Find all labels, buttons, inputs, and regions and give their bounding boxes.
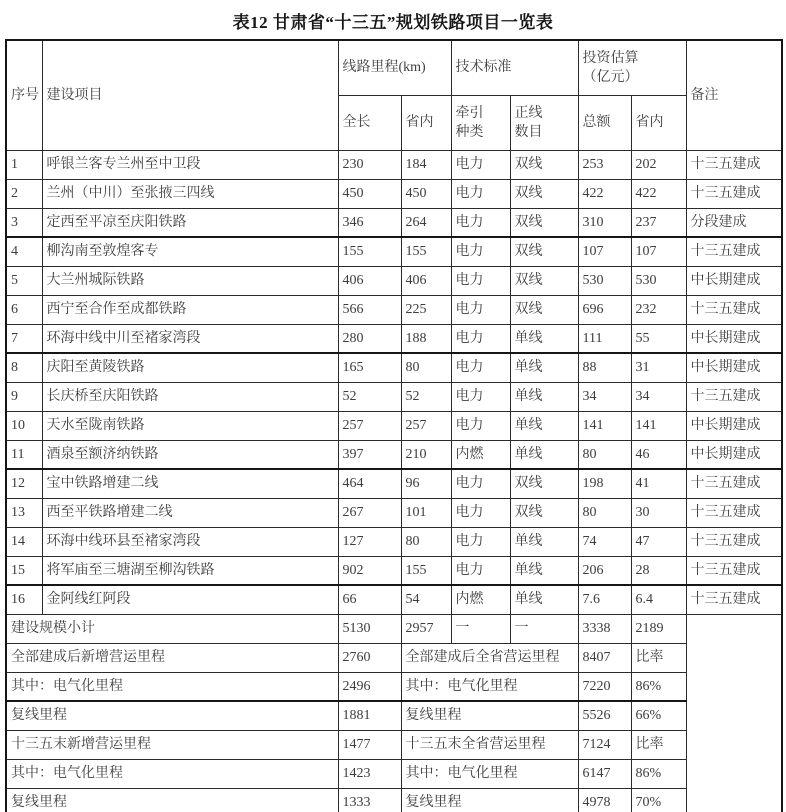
cell-no: 10 bbox=[6, 411, 42, 440]
cell-no: 4 bbox=[6, 237, 42, 266]
table-row bbox=[6, 353, 782, 382]
summary-label: 全部建成后新增营运里程 bbox=[6, 643, 338, 672]
summary-full-length: 1423 bbox=[338, 759, 401, 788]
cell-project: 兰州（中川）至张掖三四线 bbox=[42, 179, 338, 208]
cell-province-length: 52 bbox=[401, 382, 451, 411]
cell-full-length: 230 bbox=[338, 150, 401, 179]
cell-investment-total: 111 bbox=[578, 324, 631, 353]
cell-traction: 电力 bbox=[451, 324, 510, 353]
cell-investment-province: 202 bbox=[631, 150, 686, 179]
cell-province-length: 184 bbox=[401, 150, 451, 179]
table-row bbox=[6, 324, 782, 353]
cell-investment-total: 88 bbox=[578, 353, 631, 382]
summary-label: 复线里程 bbox=[6, 788, 338, 812]
cell-investment-province: 141 bbox=[631, 411, 686, 440]
summary-tracks: 一 bbox=[510, 614, 578, 643]
cell-investment-province: 55 bbox=[631, 324, 686, 353]
cell-full-length: 52 bbox=[338, 382, 401, 411]
summary-investment-province: 70% bbox=[631, 788, 686, 812]
cell-investment-province: 41 bbox=[631, 469, 686, 498]
cell-traction: 电力 bbox=[451, 208, 510, 237]
summary-label: 十三五末新增营运里程 bbox=[6, 730, 338, 759]
railway-projects-table bbox=[5, 39, 783, 812]
cell-no: 3 bbox=[6, 208, 42, 237]
cell-no: 7 bbox=[6, 324, 42, 353]
summary-mid-label: 其中：电气化里程 bbox=[401, 759, 578, 788]
summary-investment-total: 8407 bbox=[578, 643, 631, 672]
header-col-no: 序号 bbox=[6, 40, 42, 150]
cell-full-length: 155 bbox=[338, 237, 401, 266]
cell-remark: 十三五建成 bbox=[686, 585, 782, 614]
cell-project: 将军庙至三塘湖至柳沟铁路 bbox=[42, 556, 338, 585]
cell-remark: 十三五建成 bbox=[686, 295, 782, 324]
summary-row bbox=[6, 759, 782, 788]
cell-province-length: 80 bbox=[401, 527, 451, 556]
cell-investment-total: 206 bbox=[578, 556, 631, 585]
cell-province-length: 80 bbox=[401, 353, 451, 382]
cell-remark: 十三五建成 bbox=[686, 382, 782, 411]
summary-full-length: 2496 bbox=[338, 672, 401, 701]
cell-project: 西至平铁路增建二线 bbox=[42, 498, 338, 527]
cell-remark: 十三五建成 bbox=[686, 498, 782, 527]
table-title: 表12 甘肃省“十三五”规划铁路项目一览表 bbox=[232, 13, 554, 32]
cell-investment-province: 28 bbox=[631, 556, 686, 585]
cell-province-length: 225 bbox=[401, 295, 451, 324]
cell-investment-province: 107 bbox=[631, 237, 686, 266]
cell-traction: 电力 bbox=[451, 179, 510, 208]
cell-remark: 十三五建成 bbox=[686, 150, 782, 179]
cell-no: 9 bbox=[6, 382, 42, 411]
cell-no: 15 bbox=[6, 556, 42, 585]
cell-province-length: 264 bbox=[401, 208, 451, 237]
cell-remark: 中长期建成 bbox=[686, 324, 782, 353]
cell-tracks: 双线 bbox=[510, 150, 578, 179]
cell-investment-province: 46 bbox=[631, 440, 686, 469]
cell-traction: 电力 bbox=[451, 237, 510, 266]
summary-investment-total: 4978 bbox=[578, 788, 631, 812]
cell-full-length: 257 bbox=[338, 411, 401, 440]
cell-no: 6 bbox=[6, 295, 42, 324]
summary-row bbox=[6, 672, 782, 701]
cell-no: 8 bbox=[6, 353, 42, 382]
summary-row bbox=[6, 788, 782, 812]
cell-tracks: 单线 bbox=[510, 382, 578, 411]
cell-tracks: 单线 bbox=[510, 440, 578, 469]
cell-full-length: 280 bbox=[338, 324, 401, 353]
cell-remark: 中长期建成 bbox=[686, 266, 782, 295]
cell-province-length: 96 bbox=[401, 469, 451, 498]
cell-tracks: 双线 bbox=[510, 179, 578, 208]
cell-full-length: 66 bbox=[338, 585, 401, 614]
table-row bbox=[6, 237, 782, 266]
summary-full-length: 5130 bbox=[338, 614, 401, 643]
cell-investment-province: 30 bbox=[631, 498, 686, 527]
cell-full-length: 346 bbox=[338, 208, 401, 237]
header-col-investment-total: 总额 bbox=[578, 95, 631, 150]
header-col-tracks: 正线 数目 bbox=[510, 95, 578, 150]
cell-no: 11 bbox=[6, 440, 42, 469]
cell-full-length: 406 bbox=[338, 266, 401, 295]
cell-tracks: 单线 bbox=[510, 527, 578, 556]
table-row bbox=[6, 556, 782, 585]
summary-row bbox=[6, 643, 782, 672]
table-row bbox=[6, 295, 782, 324]
summary-investment-total: 7124 bbox=[578, 730, 631, 759]
summary-label: 复线里程 bbox=[6, 701, 338, 730]
header-row-groups bbox=[6, 40, 782, 95]
cell-remark: 十三五建成 bbox=[686, 237, 782, 266]
cell-project: 天水至陇南铁路 bbox=[42, 411, 338, 440]
header-group-investment bbox=[578, 40, 686, 95]
cell-tracks: 双线 bbox=[510, 498, 578, 527]
cell-full-length: 902 bbox=[338, 556, 401, 585]
cell-investment-total: 141 bbox=[578, 411, 631, 440]
header-group-investment-line2: （亿元） bbox=[582, 69, 639, 85]
cell-investment-total: 107 bbox=[578, 237, 631, 266]
cell-investment-province: 237 bbox=[631, 208, 686, 237]
summary-investment-total: 6147 bbox=[578, 759, 631, 788]
cell-full-length: 127 bbox=[338, 527, 401, 556]
cell-project: 大兰州城际铁路 bbox=[42, 266, 338, 295]
cell-province-length: 257 bbox=[401, 411, 451, 440]
cell-traction: 电力 bbox=[451, 498, 510, 527]
table-row bbox=[6, 411, 782, 440]
cell-investment-total: 422 bbox=[578, 179, 631, 208]
cell-investment-province: 530 bbox=[631, 266, 686, 295]
cell-investment-total: 310 bbox=[578, 208, 631, 237]
summary-investment-total: 3338 bbox=[578, 614, 631, 643]
summary-investment-total: 7220 bbox=[578, 672, 631, 701]
cell-remark: 中长期建成 bbox=[686, 353, 782, 382]
cell-full-length: 397 bbox=[338, 440, 401, 469]
summary-row bbox=[6, 730, 782, 759]
table-row bbox=[6, 179, 782, 208]
summary-mid-label: 其中：电气化里程 bbox=[401, 672, 578, 701]
cell-no: 16 bbox=[6, 585, 42, 614]
cell-full-length: 165 bbox=[338, 353, 401, 382]
cell-full-length: 464 bbox=[338, 469, 401, 498]
cell-project: 环海中线中川至褚家湾段 bbox=[42, 324, 338, 353]
cell-remark: 十三五建成 bbox=[686, 469, 782, 498]
cell-tracks: 单线 bbox=[510, 556, 578, 585]
cell-tracks: 双线 bbox=[510, 208, 578, 237]
cell-province-length: 450 bbox=[401, 179, 451, 208]
cell-project: 环海中线环县至褚家湾段 bbox=[42, 527, 338, 556]
cell-no: 14 bbox=[6, 527, 42, 556]
cell-investment-province: 422 bbox=[631, 179, 686, 208]
cell-project: 呼银兰客专兰州至中卫段 bbox=[42, 150, 338, 179]
cell-traction: 电力 bbox=[451, 295, 510, 324]
summary-investment-province: 86% bbox=[631, 672, 686, 701]
cell-traction: 电力 bbox=[451, 382, 510, 411]
table-row bbox=[6, 150, 782, 179]
header-group-tech: 技术标准 bbox=[451, 40, 578, 95]
table-row bbox=[6, 498, 782, 527]
summary-investment-total: 5526 bbox=[578, 701, 631, 730]
summary-traction: 一 bbox=[451, 614, 510, 643]
summary-label: 其中：电气化里程 bbox=[6, 672, 338, 701]
cell-traction: 电力 bbox=[451, 527, 510, 556]
summary-mid-label: 全部建成后全省营运里程 bbox=[401, 643, 578, 672]
cell-remark: 中长期建成 bbox=[686, 440, 782, 469]
cell-tracks: 双线 bbox=[510, 237, 578, 266]
cell-traction: 电力 bbox=[451, 353, 510, 382]
summary-label: 其中：电气化里程 bbox=[6, 759, 338, 788]
summary-investment-province: 86% bbox=[631, 759, 686, 788]
cell-tracks: 双线 bbox=[510, 295, 578, 324]
cell-remark: 十三五建成 bbox=[686, 179, 782, 208]
cell-project: 柳沟南至敦煌客专 bbox=[42, 237, 338, 266]
cell-investment-total: 34 bbox=[578, 382, 631, 411]
cell-province-length: 188 bbox=[401, 324, 451, 353]
summary-full-length: 1881 bbox=[338, 701, 401, 730]
cell-no: 1 bbox=[6, 150, 42, 179]
summary-investment-province: 比率 bbox=[631, 643, 686, 672]
header-col-traction: 牵引 种类 bbox=[451, 95, 510, 150]
cell-full-length: 450 bbox=[338, 179, 401, 208]
cell-project: 定西至平凉至庆阳铁路 bbox=[42, 208, 338, 237]
cell-tracks: 单线 bbox=[510, 411, 578, 440]
summary-full-length: 2760 bbox=[338, 643, 401, 672]
header-col-province-length: 省内 bbox=[401, 95, 451, 150]
cell-province-length: 101 bbox=[401, 498, 451, 527]
summary-remarks-merged-cell bbox=[686, 614, 782, 812]
summary-mid-label: 十三五末全省营运里程 bbox=[401, 730, 578, 759]
table-row bbox=[6, 527, 782, 556]
cell-traction: 内燃 bbox=[451, 440, 510, 469]
summary-investment-province: 比率 bbox=[631, 730, 686, 759]
cell-traction: 电力 bbox=[451, 150, 510, 179]
summary-mid-label: 复线里程 bbox=[401, 788, 578, 812]
cell-remark: 分段建成 bbox=[686, 208, 782, 237]
cell-investment-province: 232 bbox=[631, 295, 686, 324]
cell-investment-total: 74 bbox=[578, 527, 631, 556]
cell-investment-province: 6.4 bbox=[631, 585, 686, 614]
summary-province-length: 2957 bbox=[401, 614, 451, 643]
cell-traction: 电力 bbox=[451, 411, 510, 440]
table-row bbox=[6, 440, 782, 469]
cell-tracks: 双线 bbox=[510, 266, 578, 295]
summary-label: 建设规模小计 bbox=[6, 614, 338, 643]
header-col-full-length: 全长 bbox=[338, 95, 401, 150]
cell-traction: 内燃 bbox=[451, 585, 510, 614]
cell-project: 金阿线红阿段 bbox=[42, 585, 338, 614]
cell-province-length: 155 bbox=[401, 556, 451, 585]
cell-investment-province: 31 bbox=[631, 353, 686, 382]
header-col-remark: 备注 bbox=[686, 40, 782, 150]
cell-no: 13 bbox=[6, 498, 42, 527]
cell-remark: 十三五建成 bbox=[686, 556, 782, 585]
cell-no: 2 bbox=[6, 179, 42, 208]
cell-tracks: 单线 bbox=[510, 585, 578, 614]
cell-project: 酒泉至额济纳铁路 bbox=[42, 440, 338, 469]
summary-full-length: 1477 bbox=[338, 730, 401, 759]
cell-full-length: 267 bbox=[338, 498, 401, 527]
summary-investment-province: 66% bbox=[631, 701, 686, 730]
cell-investment-total: 253 bbox=[578, 150, 631, 179]
summary-full-length: 1333 bbox=[338, 788, 401, 812]
table-row bbox=[6, 266, 782, 295]
cell-investment-total: 198 bbox=[578, 469, 631, 498]
cell-traction: 电力 bbox=[451, 469, 510, 498]
cell-province-length: 54 bbox=[401, 585, 451, 614]
cell-traction: 电力 bbox=[451, 556, 510, 585]
header-col-project: 建设项目 bbox=[42, 40, 338, 150]
cell-project: 庆阳至黄陵铁路 bbox=[42, 353, 338, 382]
table-row bbox=[6, 469, 782, 498]
cell-investment-total: 530 bbox=[578, 266, 631, 295]
summary-investment-province: 2189 bbox=[631, 614, 686, 643]
table-row bbox=[6, 208, 782, 237]
cell-project: 西宁至合作至成都铁路 bbox=[42, 295, 338, 324]
cell-tracks: 单线 bbox=[510, 324, 578, 353]
cell-tracks: 双线 bbox=[510, 469, 578, 498]
cell-project: 宝中铁路增建二线 bbox=[42, 469, 338, 498]
cell-province-length: 406 bbox=[401, 266, 451, 295]
cell-tracks: 单线 bbox=[510, 353, 578, 382]
cell-investment-total: 80 bbox=[578, 440, 631, 469]
cell-traction: 电力 bbox=[451, 266, 510, 295]
cell-investment-province: 34 bbox=[631, 382, 686, 411]
cell-full-length: 566 bbox=[338, 295, 401, 324]
cell-investment-total: 696 bbox=[578, 295, 631, 324]
cell-province-length: 155 bbox=[401, 237, 451, 266]
cell-no: 5 bbox=[6, 266, 42, 295]
summary-row bbox=[6, 614, 782, 643]
table-row bbox=[6, 382, 782, 411]
header-group-investment-line1: 投资估算 bbox=[582, 50, 639, 66]
summary-mid-label: 复线里程 bbox=[401, 701, 578, 730]
table-row bbox=[6, 585, 782, 614]
cell-province-length: 210 bbox=[401, 440, 451, 469]
cell-investment-province: 47 bbox=[631, 527, 686, 556]
cell-remark: 中长期建成 bbox=[686, 411, 782, 440]
header-group-mileage: 线路里程(km) bbox=[338, 40, 451, 95]
cell-investment-total: 7.6 bbox=[578, 585, 631, 614]
cell-investment-total: 80 bbox=[578, 498, 631, 527]
header-col-investment-province: 省内 bbox=[631, 95, 686, 150]
cell-remark: 十三五建成 bbox=[686, 527, 782, 556]
summary-row bbox=[6, 701, 782, 730]
cell-no: 12 bbox=[6, 469, 42, 498]
cell-project: 长庆桥至庆阳铁路 bbox=[42, 382, 338, 411]
